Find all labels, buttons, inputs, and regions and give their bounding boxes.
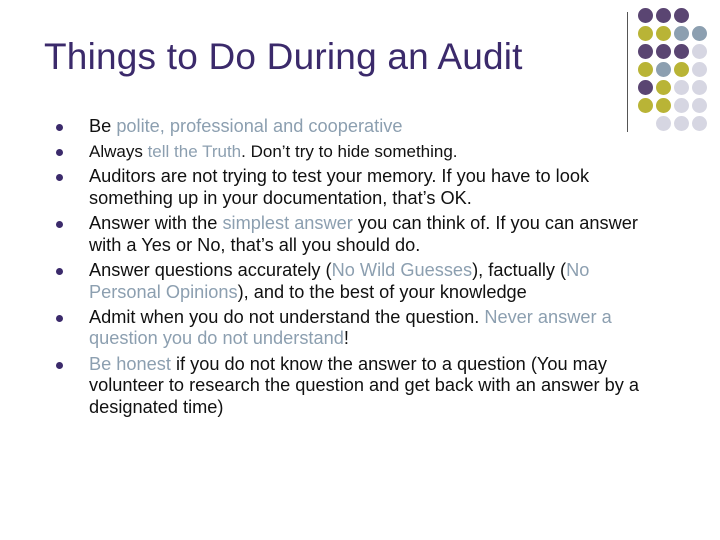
bullet-item [56, 307, 666, 350]
bullet-item [56, 116, 666, 138]
bullet-text: you can think of. If you can answer with a Yes or No, that’s all you should do. [89, 213, 638, 255]
decorative-dot [692, 62, 707, 77]
decorative-dot [674, 44, 689, 59]
bullet-dot-icon [56, 362, 63, 369]
decorative-dot [692, 8, 707, 23]
bullet-text: . Don’t try to hide something. [241, 142, 458, 162]
bullet-text: ! [343, 328, 349, 349]
decorative-dot [638, 98, 653, 113]
bullet-dot-icon [56, 174, 63, 181]
decorative-dot [674, 26, 689, 41]
decorative-dot [692, 44, 707, 59]
bullet-list [56, 116, 666, 422]
bullet-text: ), and to the best of your knowledge [237, 281, 527, 302]
bullet-item [56, 166, 666, 209]
bullet-text: Auditors are not trying to test your memory. If you have to look something up in your documentation, that’s OK. [89, 166, 590, 208]
bullet-dot-icon [56, 268, 63, 275]
bullet-text: Answer questions accurately ( [89, 259, 332, 280]
bullet-text: ), factually ( [472, 259, 567, 280]
highlighted-text: Be honest [89, 353, 171, 374]
decorative-dot [674, 98, 689, 113]
decorative-dot [692, 80, 707, 95]
decorative-dot [638, 62, 653, 77]
decorative-dot [692, 98, 707, 113]
decorative-dot [674, 8, 689, 23]
bullet-dot-icon [56, 315, 63, 322]
bullet-text: Answer with the [89, 213, 223, 234]
highlighted-text: No Wild Guesses [331, 259, 473, 280]
bullet-item [56, 260, 666, 303]
bullet-text: Admit when you do not understand the question. [89, 306, 485, 327]
slide-title: Things to Do During an Audit [44, 36, 523, 77]
decorative-dot [656, 80, 671, 95]
decorative-dot [638, 80, 653, 95]
decorative-dot [656, 44, 671, 59]
highlighted-text: simplest answer [222, 213, 353, 234]
bullet-item [56, 141, 666, 163]
decorative-dot [692, 26, 707, 41]
bullet-text: Always [89, 142, 148, 162]
decorative-dot [656, 26, 671, 41]
bullet-dot-icon [56, 149, 63, 156]
highlighted-text: tell the Truth [147, 142, 242, 162]
highlighted-text: Never answer a question you do not understand [89, 306, 612, 349]
decorative-dot [638, 26, 653, 41]
decorative-dot [638, 44, 653, 59]
decorative-dot [638, 8, 653, 23]
bullet-text: if you do not know the answer to a question (You may volunteer to research the question and get back with an answer by a designated time) [89, 353, 640, 417]
decorative-dot [674, 80, 689, 95]
decorative-dot [692, 116, 707, 131]
decorative-dot [674, 62, 689, 77]
highlighted-text: polite, professional and cooperative [116, 116, 403, 136]
decorative-dot [674, 116, 689, 131]
highlighted-text: No Personal Opinions [89, 259, 590, 302]
bullet-text: Be [89, 116, 117, 136]
divider-line [627, 12, 628, 132]
bullet-item [56, 354, 666, 419]
bullet-item [56, 213, 666, 256]
decorative-dot [656, 98, 671, 113]
decorative-dot [656, 8, 671, 23]
bullet-dot-icon [56, 221, 63, 228]
decorative-dot [656, 62, 671, 77]
bullet-dot-icon [56, 124, 63, 131]
